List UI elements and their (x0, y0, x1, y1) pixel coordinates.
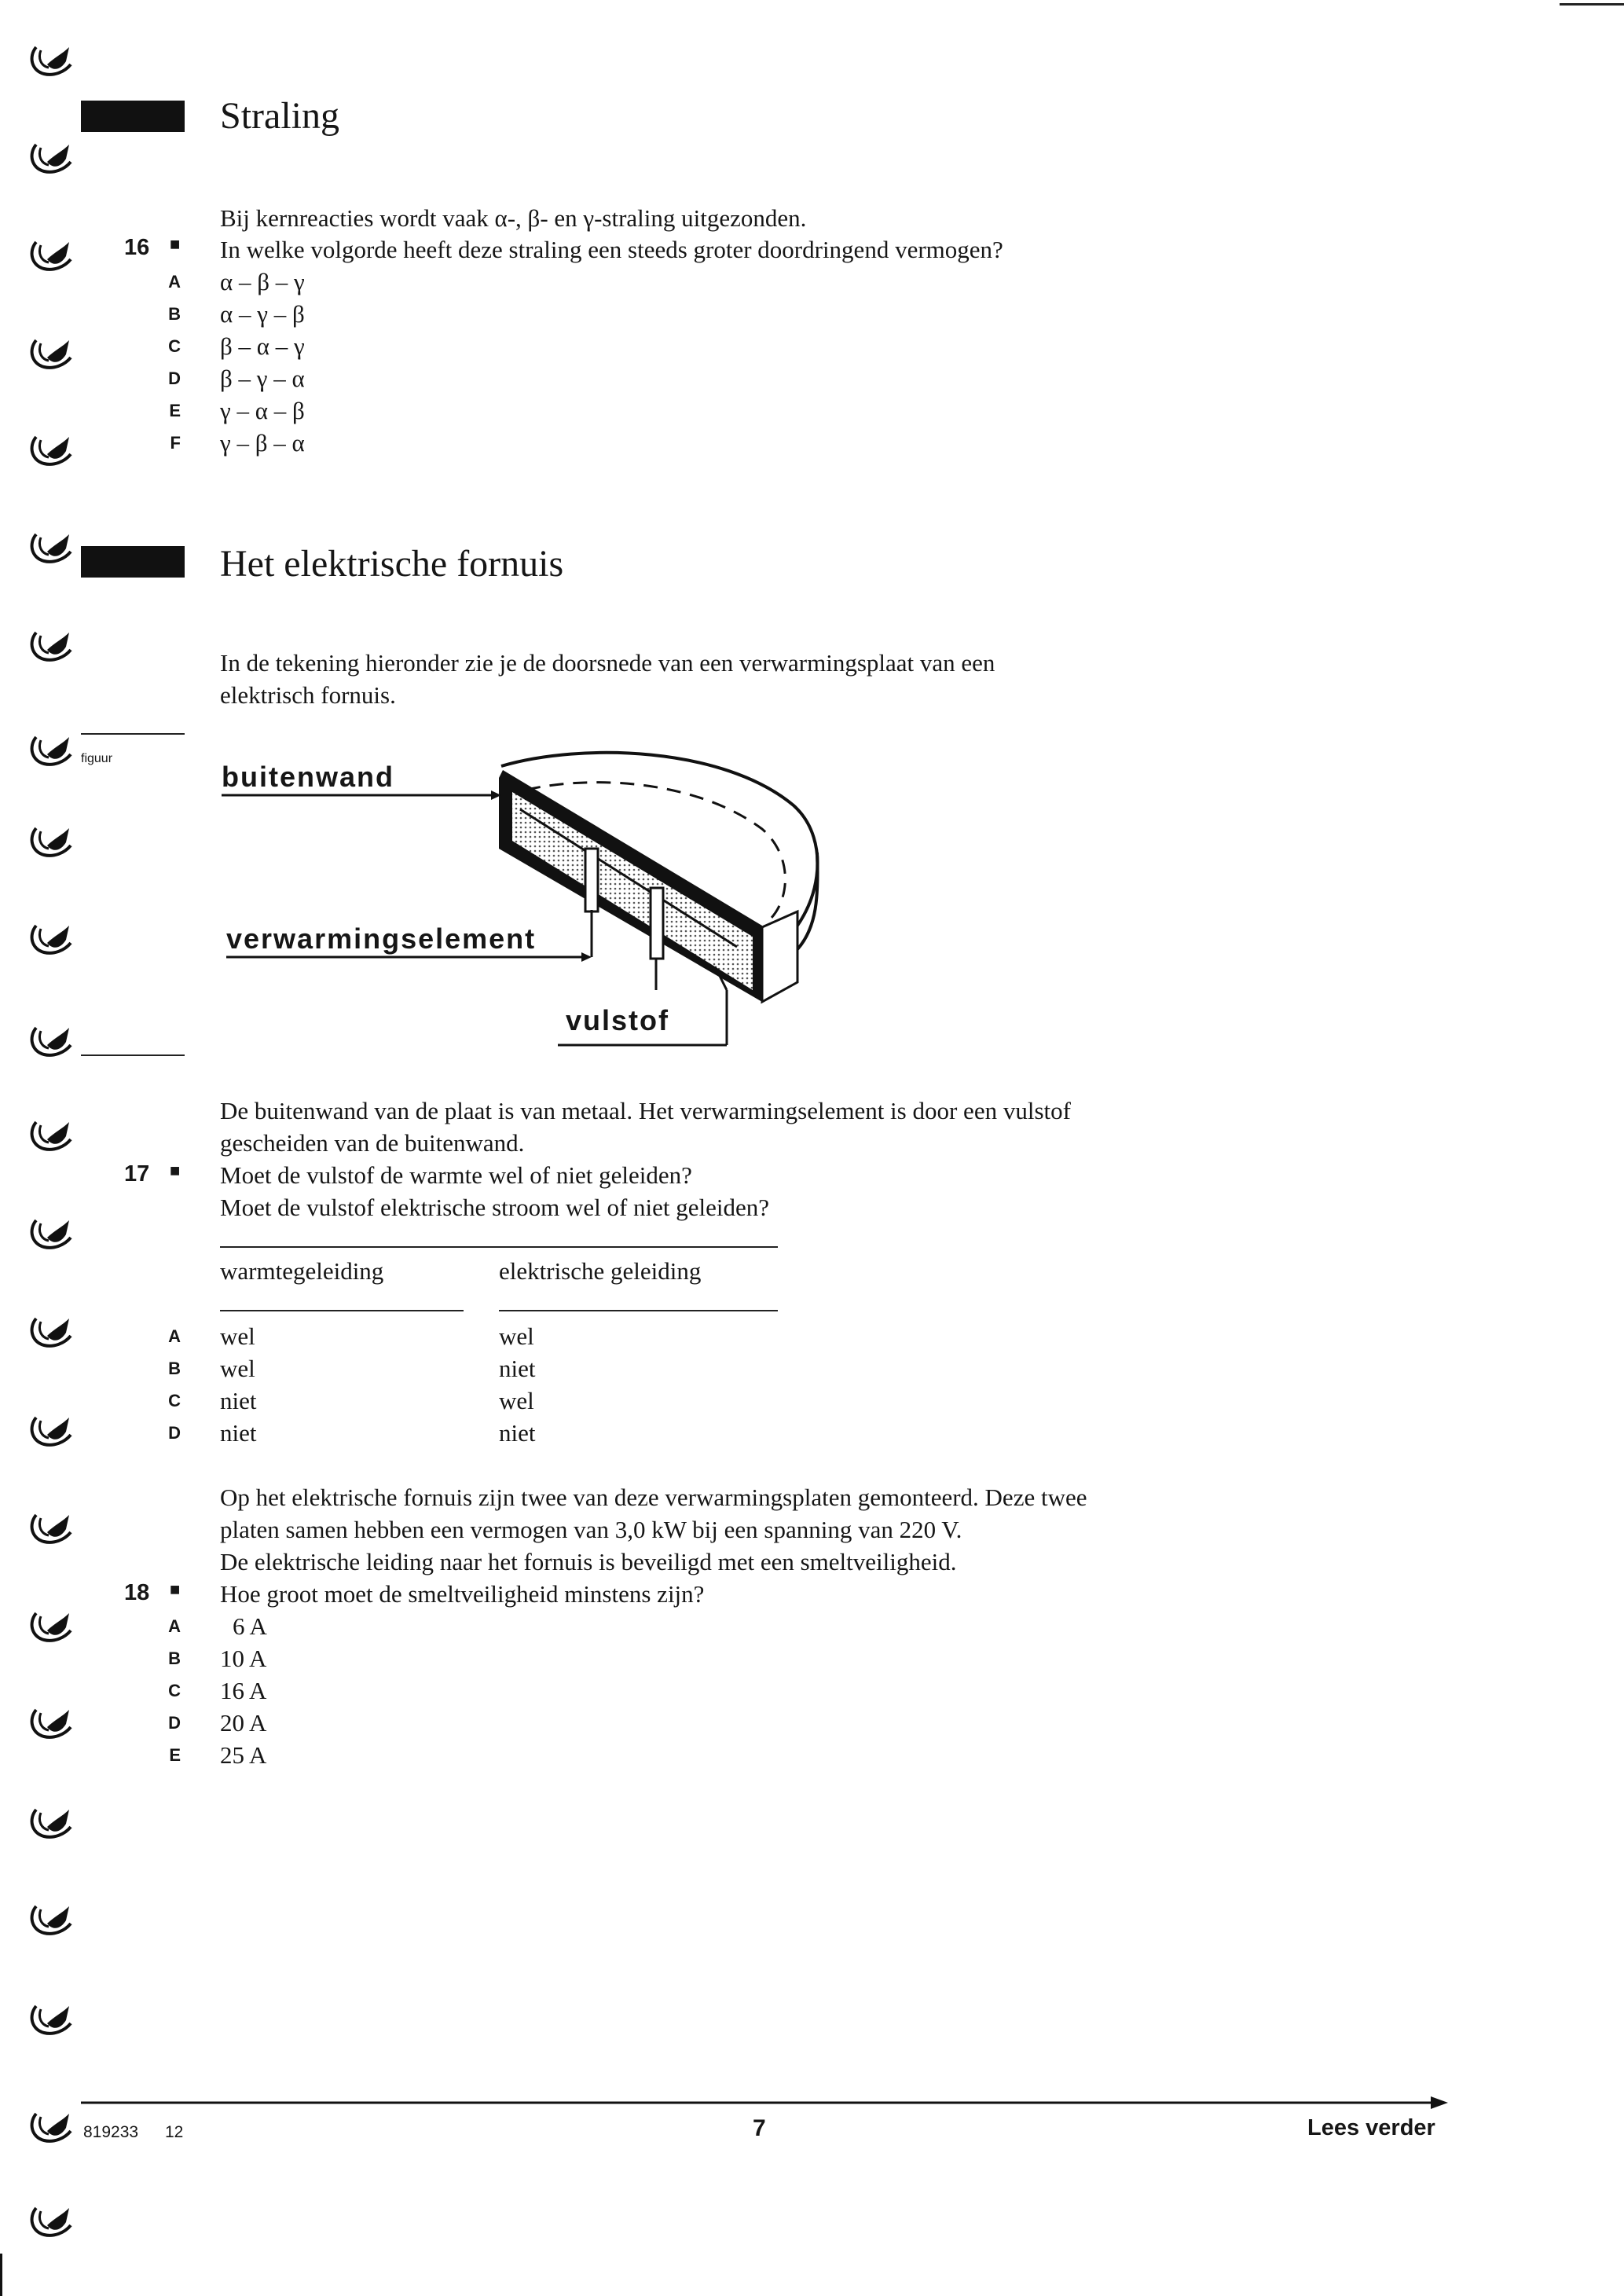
label-buitenwand: buitenwand (222, 761, 394, 793)
section-title-straling: Straling (220, 95, 339, 137)
footer-page-number: 7 (753, 2115, 766, 2141)
option-col1: wel (220, 1355, 255, 1382)
option-letter: B (168, 1649, 181, 1668)
option-text: β – α – γ (220, 332, 305, 360)
figure-top-rule (81, 733, 185, 735)
footer-continue: Lees verder (1307, 2115, 1435, 2140)
footer-sheet: 12 (165, 2123, 184, 2141)
section-bar-straling (81, 101, 185, 132)
question-17-line1: Moet de vulstof de warmte wel of niet geleiden? (220, 1161, 692, 1189)
option-col1: niet (220, 1387, 257, 1414)
section2-text-line1: De buitenwand van de plaat is van metaal. Het verwarmingselement is door een vulstof (220, 1097, 1071, 1124)
label-vulstof: vulstof (566, 1004, 670, 1036)
binder-rings (24, 0, 94, 2296)
option-text: 20 A (220, 1709, 267, 1737)
option-col2: wel (499, 1387, 534, 1414)
option-letter: C (168, 1391, 181, 1410)
figure-bottom-rule (81, 1054, 185, 1056)
option-col2: niet (499, 1355, 536, 1382)
left-edge-mark (0, 2254, 2, 2296)
option-letter: B (168, 1359, 181, 1378)
option-letter: C (168, 336, 181, 356)
option-text: β – γ – α (220, 365, 305, 392)
question-number-16: 16 (124, 235, 150, 260)
footer-arrow (81, 2095, 1450, 2111)
section2-intro-line1: In de tekening hieronder zie je de doorsnede van een verwarmingsplaat van een (220, 649, 995, 677)
question-16-text: In welke volgorde heeft deze straling een steeds groter doordringend vermogen? (220, 236, 1003, 263)
option-text: 25 A (220, 1741, 267, 1769)
table-header-warmtegeleiding: warmtegeleiding (220, 1257, 384, 1285)
option-col2: niet (499, 1419, 536, 1447)
table-top-rule (220, 1246, 778, 1248)
option-letter: B (168, 304, 181, 324)
binder-ring-icons (24, 0, 94, 2296)
section-bar-fornuis (81, 546, 185, 578)
option-letter: D (168, 1713, 181, 1733)
question-marker-17: ■ (170, 1161, 181, 1180)
option-letter: D (168, 369, 181, 388)
option-letter: A (168, 1326, 181, 1346)
footer-code: 819233 (83, 2123, 139, 2141)
option-text: 10 A (220, 1645, 267, 1672)
option-letter: A (168, 272, 181, 292)
option-text: 16 A (220, 1677, 267, 1704)
option-col2: wel (499, 1322, 534, 1350)
option-letter: E (169, 401, 181, 420)
figure-tag: figuur (81, 752, 113, 765)
question-17-line2: Moet de vulstof elektrische stroom wel of niet geleiden? (220, 1194, 770, 1221)
section-title-fornuis: Het elektrische fornuis (220, 543, 564, 585)
arrow-right-icon (81, 2095, 1450, 2111)
option-letter: A (168, 1616, 181, 1636)
option-letter: C (168, 1681, 181, 1700)
section1-intro: Bij kernreacties wordt vaak α-, β- en γ-straling uitgezonden. (220, 204, 807, 232)
q18-text-line2: platen samen hebben een vermogen van 3,0 kW bij een spanning van 220 V. (220, 1516, 962, 1543)
option-text: γ – β – α (220, 429, 305, 457)
question-number-18: 18 (124, 1580, 150, 1605)
section2-intro-line2: elektrisch fornuis. (220, 681, 396, 709)
option-text: α – γ – β (220, 300, 305, 328)
table-header-elektrische-geleiding: elektrische geleiding (499, 1257, 702, 1285)
option-col1: wel (220, 1322, 255, 1350)
label-verwarmingselement: verwarmingselement (226, 922, 537, 955)
option-text: 6 A (233, 1612, 267, 1640)
table-header-rule-col1 (220, 1310, 464, 1311)
question-marker-18: ■ (170, 1579, 181, 1599)
top-right-rule (1560, 3, 1624, 6)
q18-text-line1: Op het elektrische fornuis zijn twee van deze verwarmingsplaten gemonteerd. Deze twee (220, 1484, 1087, 1511)
option-text: α – β – γ (220, 268, 305, 295)
option-letter: D (168, 1423, 181, 1443)
option-letter: F (170, 433, 181, 453)
q18-text-line3: De elektrische leiding naar het fornuis is beveiligd met een smeltveiligheid. (220, 1548, 957, 1575)
question-18-text: Hoe groot moet de smeltveiligheid minstens zijn? (220, 1580, 705, 1608)
table-header-rule-col2 (499, 1310, 778, 1311)
question-number-17: 17 (124, 1161, 150, 1187)
figure-heating-plate (212, 731, 841, 1061)
section2-text-line2: gescheiden van de buitenwand. (220, 1129, 525, 1157)
option-col1: niet (220, 1419, 257, 1447)
question-marker-16: ■ (170, 234, 181, 254)
option-text: γ – α – β (220, 397, 305, 424)
option-letter: E (169, 1745, 181, 1765)
